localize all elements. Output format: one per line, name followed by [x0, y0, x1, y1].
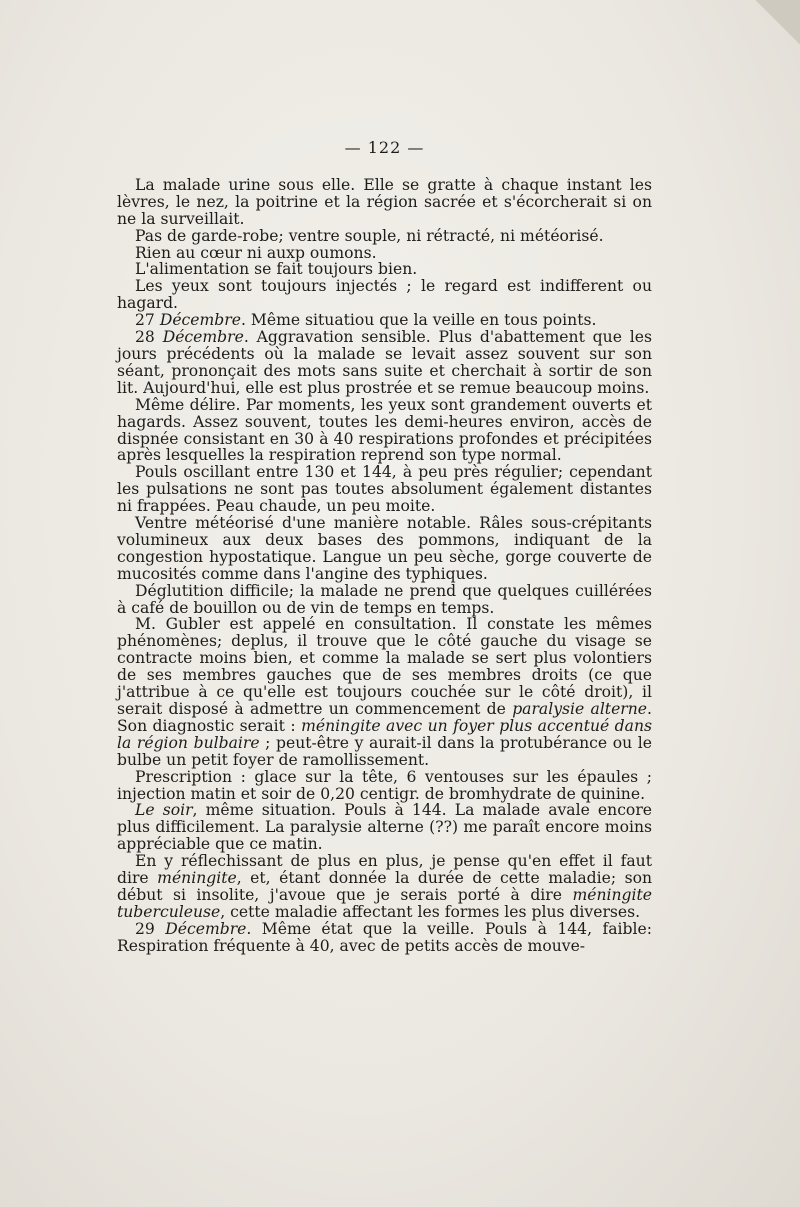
text-run: . Même état que la veille. Pouls à 144, faible: Respiration fréquente à 40, avec de petits accès de mouve- [117, 919, 652, 955]
text-run: Pas de garde-robe; ventre souple, ni rétracté, ni météorisé. [135, 226, 604, 245]
text-run: Déglutition difficile; la malade ne prend que quelques cuillérées à café de bouillon ou de vin de temps en temps. [117, 581, 652, 617]
paragraph [117, 515, 652, 583]
text-run: 28 [135, 328, 163, 347]
paragraph [117, 464, 652, 515]
paragraph [117, 228, 652, 245]
text-run: 29 [135, 919, 166, 938]
paragraph [117, 177, 652, 228]
paragraph [117, 261, 652, 278]
italic-text: Décembre [165, 919, 247, 938]
paragraph [117, 802, 652, 853]
paragraph [117, 245, 652, 262]
text-run: , même situation. Pouls à 144. La malade avale encore plus difficilement. La paralysie alterne (??) me paraît encore moins appréciable que ce matin. [117, 801, 652, 854]
text-run: M. Gubler est appelé en consultation. Il constate les mêmes phénomènes; deplus, il trouve que le côté gauche du visage se contracte moins bien, et comme la malade se sert plus volontiers de ses membres gauches que de ses membres droits (ce que j'attribue à ce qu'elle est toujours couchée sur le côté droit), il serait disposé à admettre un commencement de [117, 615, 652, 718]
page-number: — 122 — [344, 138, 425, 157]
text-run: La malade urine sous elle. Elle se gratte à chaque instant les lèvres, le nez, la poitrine et la région sacrée et s'écorcherait si on ne la surveillait. [117, 175, 652, 228]
italic-text: Décembre [159, 311, 241, 330]
paragraph [117, 312, 652, 329]
page-corner-fold [740, 0, 800, 50]
text-run: Même délire. Par moments, les yeux sont grandement ouverts et hagards. Assez souvent, toutes les demi-heures environ, accès de dispnée consistant en 30 à 40 respirations profondes et précipitées après lesquelles la respiration reprend son type normal. [117, 395, 652, 465]
paragraph [117, 329, 652, 397]
text-run: ; peut-être y aurait-il dans la protubérance ou le bulbe un petit foyer de ramollissement. [117, 733, 652, 769]
paragraph [117, 278, 652, 312]
italic-text: méningite tuberculeuse [117, 885, 652, 921]
text-run: Rien au cœur ni auxp oumons. [135, 243, 377, 262]
italic-text: méningite avec un foyer plus accentué dans la région bulbaire [117, 716, 652, 752]
text-run: . Même situatiou que la veille en tous points. [240, 311, 597, 330]
paragraph [117, 397, 652, 465]
text-run: . Aggravation sensible. Plus d'abattement que les jours précédents où la malade se levait assez souvent sur son séant, prononçait des mots sans suite et cherchait à sortir de son lit. Aujourd'hui, elle est plus prostrée et se remue beaucoup moins. [117, 328, 653, 397]
text-run: Prescription : glace sur la tête, 6 ventouses sur les épaules ; injection matin et soir de 0,20 centigr. de bromhydrate de quinine. [117, 767, 652, 803]
body-text [117, 177, 652, 955]
text-run: Les yeux sont toujours injectés ; le regard est indifferent ou hagard. [117, 277, 652, 313]
text-run: En y réflechissant de plus en plus, je pense qu'en effet il faut dire [117, 852, 652, 888]
text-run: 27 [135, 311, 160, 330]
text-run: , cette maladie affectant les formes les plus diverses. [220, 902, 641, 921]
paragraph [117, 769, 652, 803]
text-run: , et, étant donnée la durée de cette maladie; son début si insolite, j'avoue que je serais porté à dire [117, 869, 652, 904]
text-run: Ventre météorisé d'une manière notable. Râles sous-crépitants volumineux aux deux bases des pommons, indiquant de la congestion hypostatique. Langue un peu sèche, gorge couverte de mucosités comme dans l'angine des typhiques. [117, 514, 652, 583]
text-block [117, 140, 652, 955]
paragraph [117, 616, 652, 768]
paragraph [117, 921, 652, 955]
paragraph [117, 853, 652, 921]
italic-text: paralysie alterne [512, 700, 648, 718]
italic-text: Décembre [162, 328, 244, 347]
italic-text: Le soir [135, 801, 193, 820]
italic-text: méningite [157, 869, 237, 888]
text-run: . Son diagnostic serait : [117, 700, 652, 735]
paragraph [117, 583, 652, 617]
text-run: Pouls oscillant entre 130 et 144, à peu près régulier; cependant les pulsations ne sont pas toutes absolument également distantes ni frappées. Peau chaude, un peu moite. [117, 463, 652, 516]
text-run: L'alimentation se fait toujours bien. [135, 260, 418, 279]
